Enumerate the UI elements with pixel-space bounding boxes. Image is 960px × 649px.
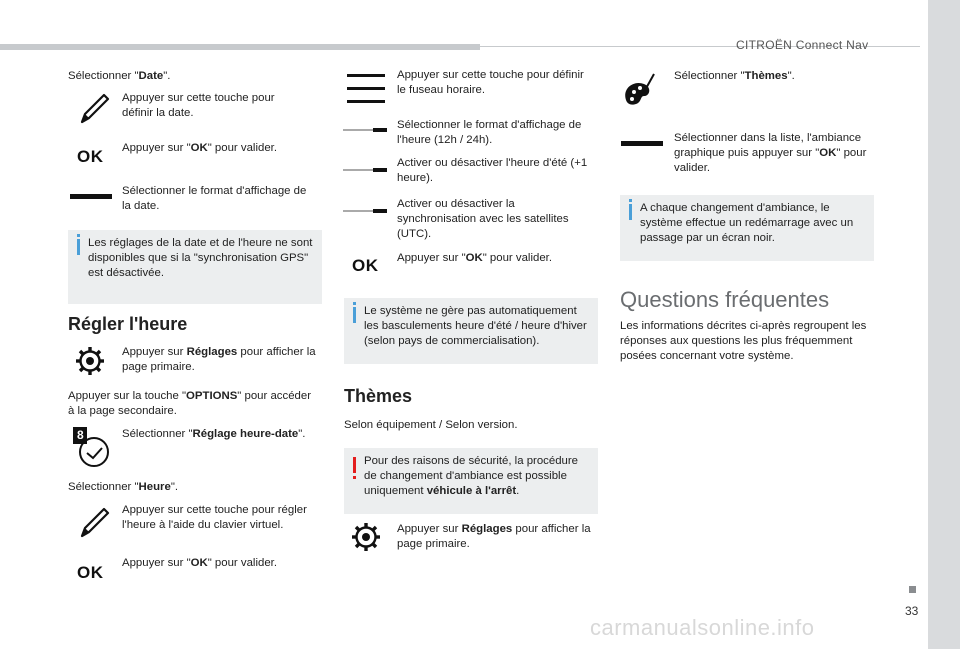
section-title-themes: Thèmes bbox=[344, 386, 413, 406]
settings-gear-icon-2 bbox=[351, 522, 381, 552]
toggle-line-icon bbox=[343, 127, 387, 133]
select-time: Sélectionner "Heure". bbox=[68, 481, 179, 493]
intro-select-date: Sélectionner "Date". bbox=[68, 70, 171, 82]
side-tab bbox=[928, 0, 960, 649]
info-icon-2 bbox=[353, 307, 356, 323]
step-settings-1: Appuyer sur Réglages pour afficher la page primaire. bbox=[122, 346, 316, 373]
toggle-line-icon-2 bbox=[343, 167, 387, 173]
info-note-3 bbox=[620, 195, 874, 261]
info-note bbox=[68, 230, 322, 304]
step-edit-time: Appuyer sur cette touche pour régler l'heure à l'aide du clavier virtuel. bbox=[122, 504, 307, 531]
ok-button-icon: OK bbox=[77, 147, 104, 166]
ok-button-icon-3: OK bbox=[352, 256, 379, 275]
step-settings-2: Appuyer sur Réglages pour afficher la page primaire. bbox=[397, 523, 591, 550]
info-note-text-3: A chaque changement d'ambiance, le système effectue un redémarrage avec un passage par un écran noir. bbox=[640, 202, 854, 244]
step-ok-2: Appuyer sur "OK" pour valider. bbox=[122, 557, 277, 569]
settings-gear-icon bbox=[75, 346, 105, 376]
toggle-line-icon-3 bbox=[343, 208, 387, 214]
info-icon-3 bbox=[629, 204, 632, 220]
warning-icon bbox=[353, 457, 356, 473]
step-time-settings: Sélectionner "Réglage heure-date". bbox=[122, 428, 306, 440]
page-number: 33 bbox=[905, 604, 919, 618]
equipment-note: Selon équipement / Selon version. bbox=[344, 419, 518, 431]
section-end-mark bbox=[909, 586, 916, 593]
list-bar-icon bbox=[70, 193, 112, 201]
header-rule bbox=[0, 44, 480, 50]
palette-icon bbox=[620, 70, 660, 114]
info-note-2 bbox=[344, 298, 598, 364]
info-icon bbox=[77, 239, 80, 255]
step-format-date: Sélectionner le format d'affichage de la date. bbox=[122, 185, 307, 212]
ok-button-icon-2: OK bbox=[77, 563, 104, 582]
step-ok-col2: Appuyer sur "OK" pour valider. bbox=[397, 252, 552, 264]
step-ok-1: Appuyer sur "OK" pour valider. bbox=[122, 142, 277, 154]
section-title-time: Régler l'heure bbox=[68, 314, 188, 334]
warning-note bbox=[344, 448, 598, 514]
list-bar-icon-2 bbox=[621, 140, 663, 148]
step-timezone: Appuyer sur cette touche pour définir le fuseau horaire. bbox=[397, 69, 584, 96]
clock-badge: 8 bbox=[77, 428, 84, 442]
info-note-text-2: Le système ne gère pas automatiquement les basculements heure d'été / heure d'hiver (selon pays de commercialisation). bbox=[364, 305, 587, 347]
step-dst: Activer ou désactiver l'heure d'été (+1 heure). bbox=[397, 157, 588, 184]
warning-note-text: Pour des raisons de sécurité, la procédure de changement d'ambiance est possible uniquement véhicule à l'arrêt. bbox=[364, 455, 579, 497]
step-list: Sélectionner dans la liste, l'ambiance graphique puis appuyer sur "OK" pour valider. bbox=[674, 132, 867, 174]
clock-icon bbox=[72, 426, 112, 470]
brand-label: CITROËN Connect Nav bbox=[736, 38, 869, 52]
faq-intro: Les informations décrites ci-après regroupent les réponses aux questions les plus fréquemment posées concernant votre système. bbox=[620, 320, 867, 362]
pencil-icon bbox=[78, 92, 110, 126]
step-format-time: Sélectionner le format d'affichage de l'heure (12h / 24h). bbox=[397, 119, 582, 146]
watermark: carmanualsonline.info bbox=[590, 615, 815, 640]
menu-lines-icon bbox=[347, 74, 385, 104]
step-options: Appuyer sur la touche "OPTIONS" pour accéder à la page secondaire. bbox=[68, 390, 311, 417]
faq-title: Questions fréquentes bbox=[620, 287, 830, 312]
pencil-icon-2 bbox=[78, 506, 110, 540]
step-sync: Activer ou désactiver la synchronisation avec les satellites (UTC). bbox=[397, 198, 569, 240]
step-edit-date: Appuyer sur cette touche pour définir la date. bbox=[122, 92, 275, 119]
step-themes: Sélectionner "Thèmes". bbox=[674, 70, 795, 82]
info-note-text: Les réglages de la date et de l'heure ne sont disponibles que si la "synchronisation GPS" est désactivée. bbox=[88, 237, 313, 279]
